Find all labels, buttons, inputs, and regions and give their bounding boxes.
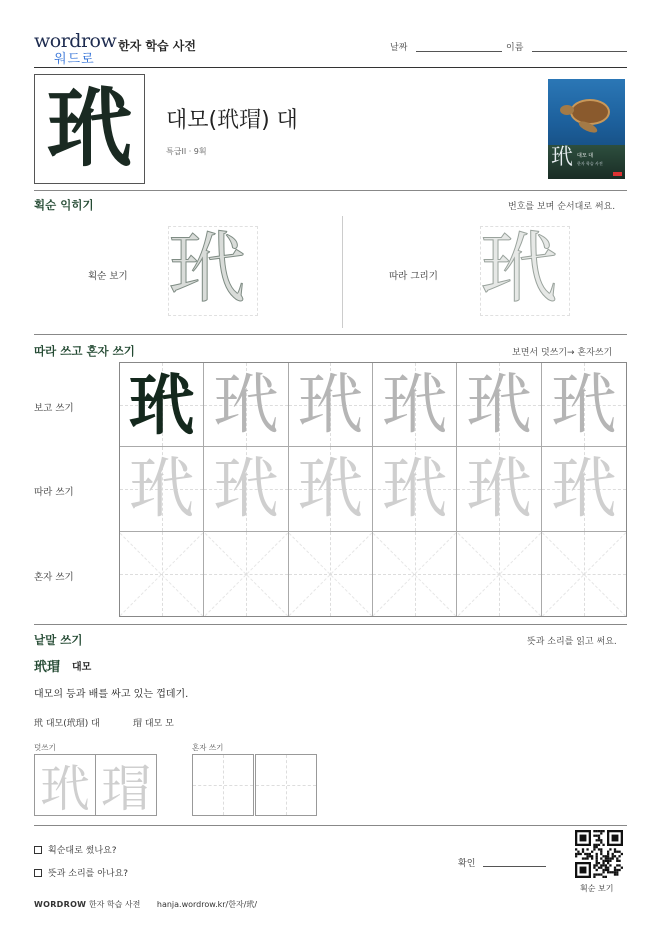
practice-cell-look[interactable] [457, 363, 541, 447]
vocab-definition: 대모의 등과 배를 싸고 있는 껍데기. [34, 689, 189, 700]
section-divider [34, 190, 627, 191]
practice-cell-look[interactable] [542, 363, 626, 447]
vocab-trace-box-2[interactable] [95, 754, 157, 816]
practice-cell-solo[interactable] [289, 532, 373, 616]
vocab-reading: 대모 [72, 662, 92, 673]
stroke-trace-demo[interactable] [472, 222, 582, 322]
date-field[interactable] [416, 51, 502, 52]
stroke-section-title: 획순 익히기 [34, 198, 94, 212]
main-hanja: 玳 [46, 78, 133, 179]
checklist-item-1[interactable] [34, 843, 117, 856]
stroke-view-label: 획순 보기 [88, 271, 128, 282]
trace-char: 玳 [550, 365, 617, 443]
vocab-trace-box-1[interactable] [34, 754, 96, 816]
footer [34, 899, 257, 910]
practice-grid[interactable] [119, 362, 627, 617]
practice-cell-solo[interactable] [542, 532, 626, 616]
footer-url[interactable]: hanja.wordrow.kr/한자/玳/ [156, 900, 258, 909]
trace-char: 玳 [465, 365, 532, 443]
practice-cell-trace[interactable] [457, 447, 541, 531]
practice-cell-look[interactable] [289, 363, 373, 447]
trace-char: 玳 [297, 365, 364, 443]
name-label: 이름 [506, 43, 524, 53]
checklist-item-2[interactable] [34, 866, 128, 879]
practice-cell-trace[interactable] [542, 447, 626, 531]
trace-char: 玳 [381, 449, 448, 527]
trace-char: 玳 [128, 449, 195, 527]
practice-cell-trace[interactable] [204, 447, 288, 531]
row-label-trace: 따라 쓰기 [34, 487, 74, 498]
cover-subtitle: 한자 학습 사전 [577, 161, 603, 166]
turtle-shell [570, 99, 610, 125]
practice-cell-solo[interactable] [120, 532, 204, 616]
vocab-section-note: 뜻과 소리를 읽고 써요. [527, 637, 617, 647]
app-title: 한자 학습 사전 [118, 39, 196, 53]
practice-cell-look[interactable] [373, 363, 457, 447]
footer-app: 한자 학습 사전 [88, 900, 141, 909]
practice-cell-trace[interactable] [373, 447, 457, 531]
practice-cell-trace[interactable] [289, 447, 373, 531]
trace-char: 玳 [550, 449, 617, 527]
footer-brand: WORDROW [34, 900, 87, 909]
trace-char: 玳 [212, 365, 279, 443]
practice-cell-trace[interactable] [120, 447, 204, 531]
practice-section-note: 보면서 덧쓰기→ 혼자쓰기 [512, 348, 613, 358]
cover-badge [613, 172, 622, 176]
trace-char: 玳 [381, 365, 448, 443]
checklist-text-2: 뜻과 소리를 아나요? [48, 869, 129, 879]
vocab-trace-label: 덧쓰기 [34, 743, 56, 752]
checklist-text-1: 획순대로 썼나요? [48, 846, 117, 856]
logo-korean: 워드로 [54, 52, 95, 67]
confirm-label: 확인 [458, 859, 476, 869]
main-hanja-box [34, 74, 145, 184]
grade-strokes: 특급II · 9획 [166, 147, 207, 156]
vocab-trace-char-2: 瑁 [101, 760, 151, 816]
book-cover-image [548, 79, 625, 179]
section-divider [34, 334, 627, 335]
qr-code-icon[interactable] [575, 830, 623, 878]
char1-meaning: 玳 대모(玳瑁) 대 [34, 719, 100, 729]
confirm-field[interactable] [483, 866, 546, 867]
name-field[interactable] [532, 51, 627, 52]
practice-cell-look[interactable] [120, 363, 204, 447]
section-divider [34, 825, 627, 826]
section-divider [34, 624, 627, 625]
practice-cell-solo[interactable] [204, 532, 288, 616]
checkbox-icon[interactable] [34, 869, 42, 877]
practice-cell-solo[interactable] [373, 532, 457, 616]
char2-meaning: 瑁 대모 모 [133, 719, 174, 729]
stroke-trace-label: 따라 그리기 [389, 271, 438, 282]
stroke-section-note: 번호를 보며 순서대로 써요. [508, 202, 616, 212]
vocab-solo-box-1[interactable] [192, 754, 254, 816]
practice-section-title: 따라 쓰고 혼자 쓰기 [34, 344, 135, 358]
turtle-head [560, 105, 574, 115]
practice-cell-look[interactable] [204, 363, 288, 447]
vocab-solo-box-2[interactable] [255, 754, 317, 816]
stroke-order-demo [160, 222, 270, 322]
cover-title: 대모 대 [577, 153, 594, 159]
date-label: 날짜 [390, 43, 408, 53]
vocab-word: 玳瑁 [34, 660, 61, 675]
stroke-order-char: 玳 [168, 224, 247, 314]
logo-wordmark: wordrow [34, 30, 117, 52]
trace-char: 玳 [465, 449, 532, 527]
vocab-section-title: 낱말 쓰기 [34, 633, 83, 647]
trace-char: 玳 [212, 449, 279, 527]
practice-cell-solo[interactable] [457, 532, 541, 616]
trace-char: 玳 [297, 449, 364, 527]
stroke-divider [342, 216, 343, 328]
row-label-look: 보고 쓰기 [34, 403, 74, 414]
model-char: 玳 [128, 365, 195, 444]
vocab-solo-label: 혼자 쓰기 [192, 743, 224, 752]
row-label-solo: 혼자 쓰기 [34, 572, 74, 583]
qr-label: 획순 보기 [580, 884, 614, 893]
header-divider [34, 67, 627, 68]
trace-char: 玳 [480, 224, 559, 314]
checkbox-icon[interactable] [34, 846, 42, 854]
headword: 대모(玳瑁) 대 [166, 108, 298, 133]
wordrow-logo [34, 30, 117, 67]
cover-hanja: 玳 [551, 145, 574, 170]
vocab-trace-char-1: 玳 [40, 760, 90, 816]
